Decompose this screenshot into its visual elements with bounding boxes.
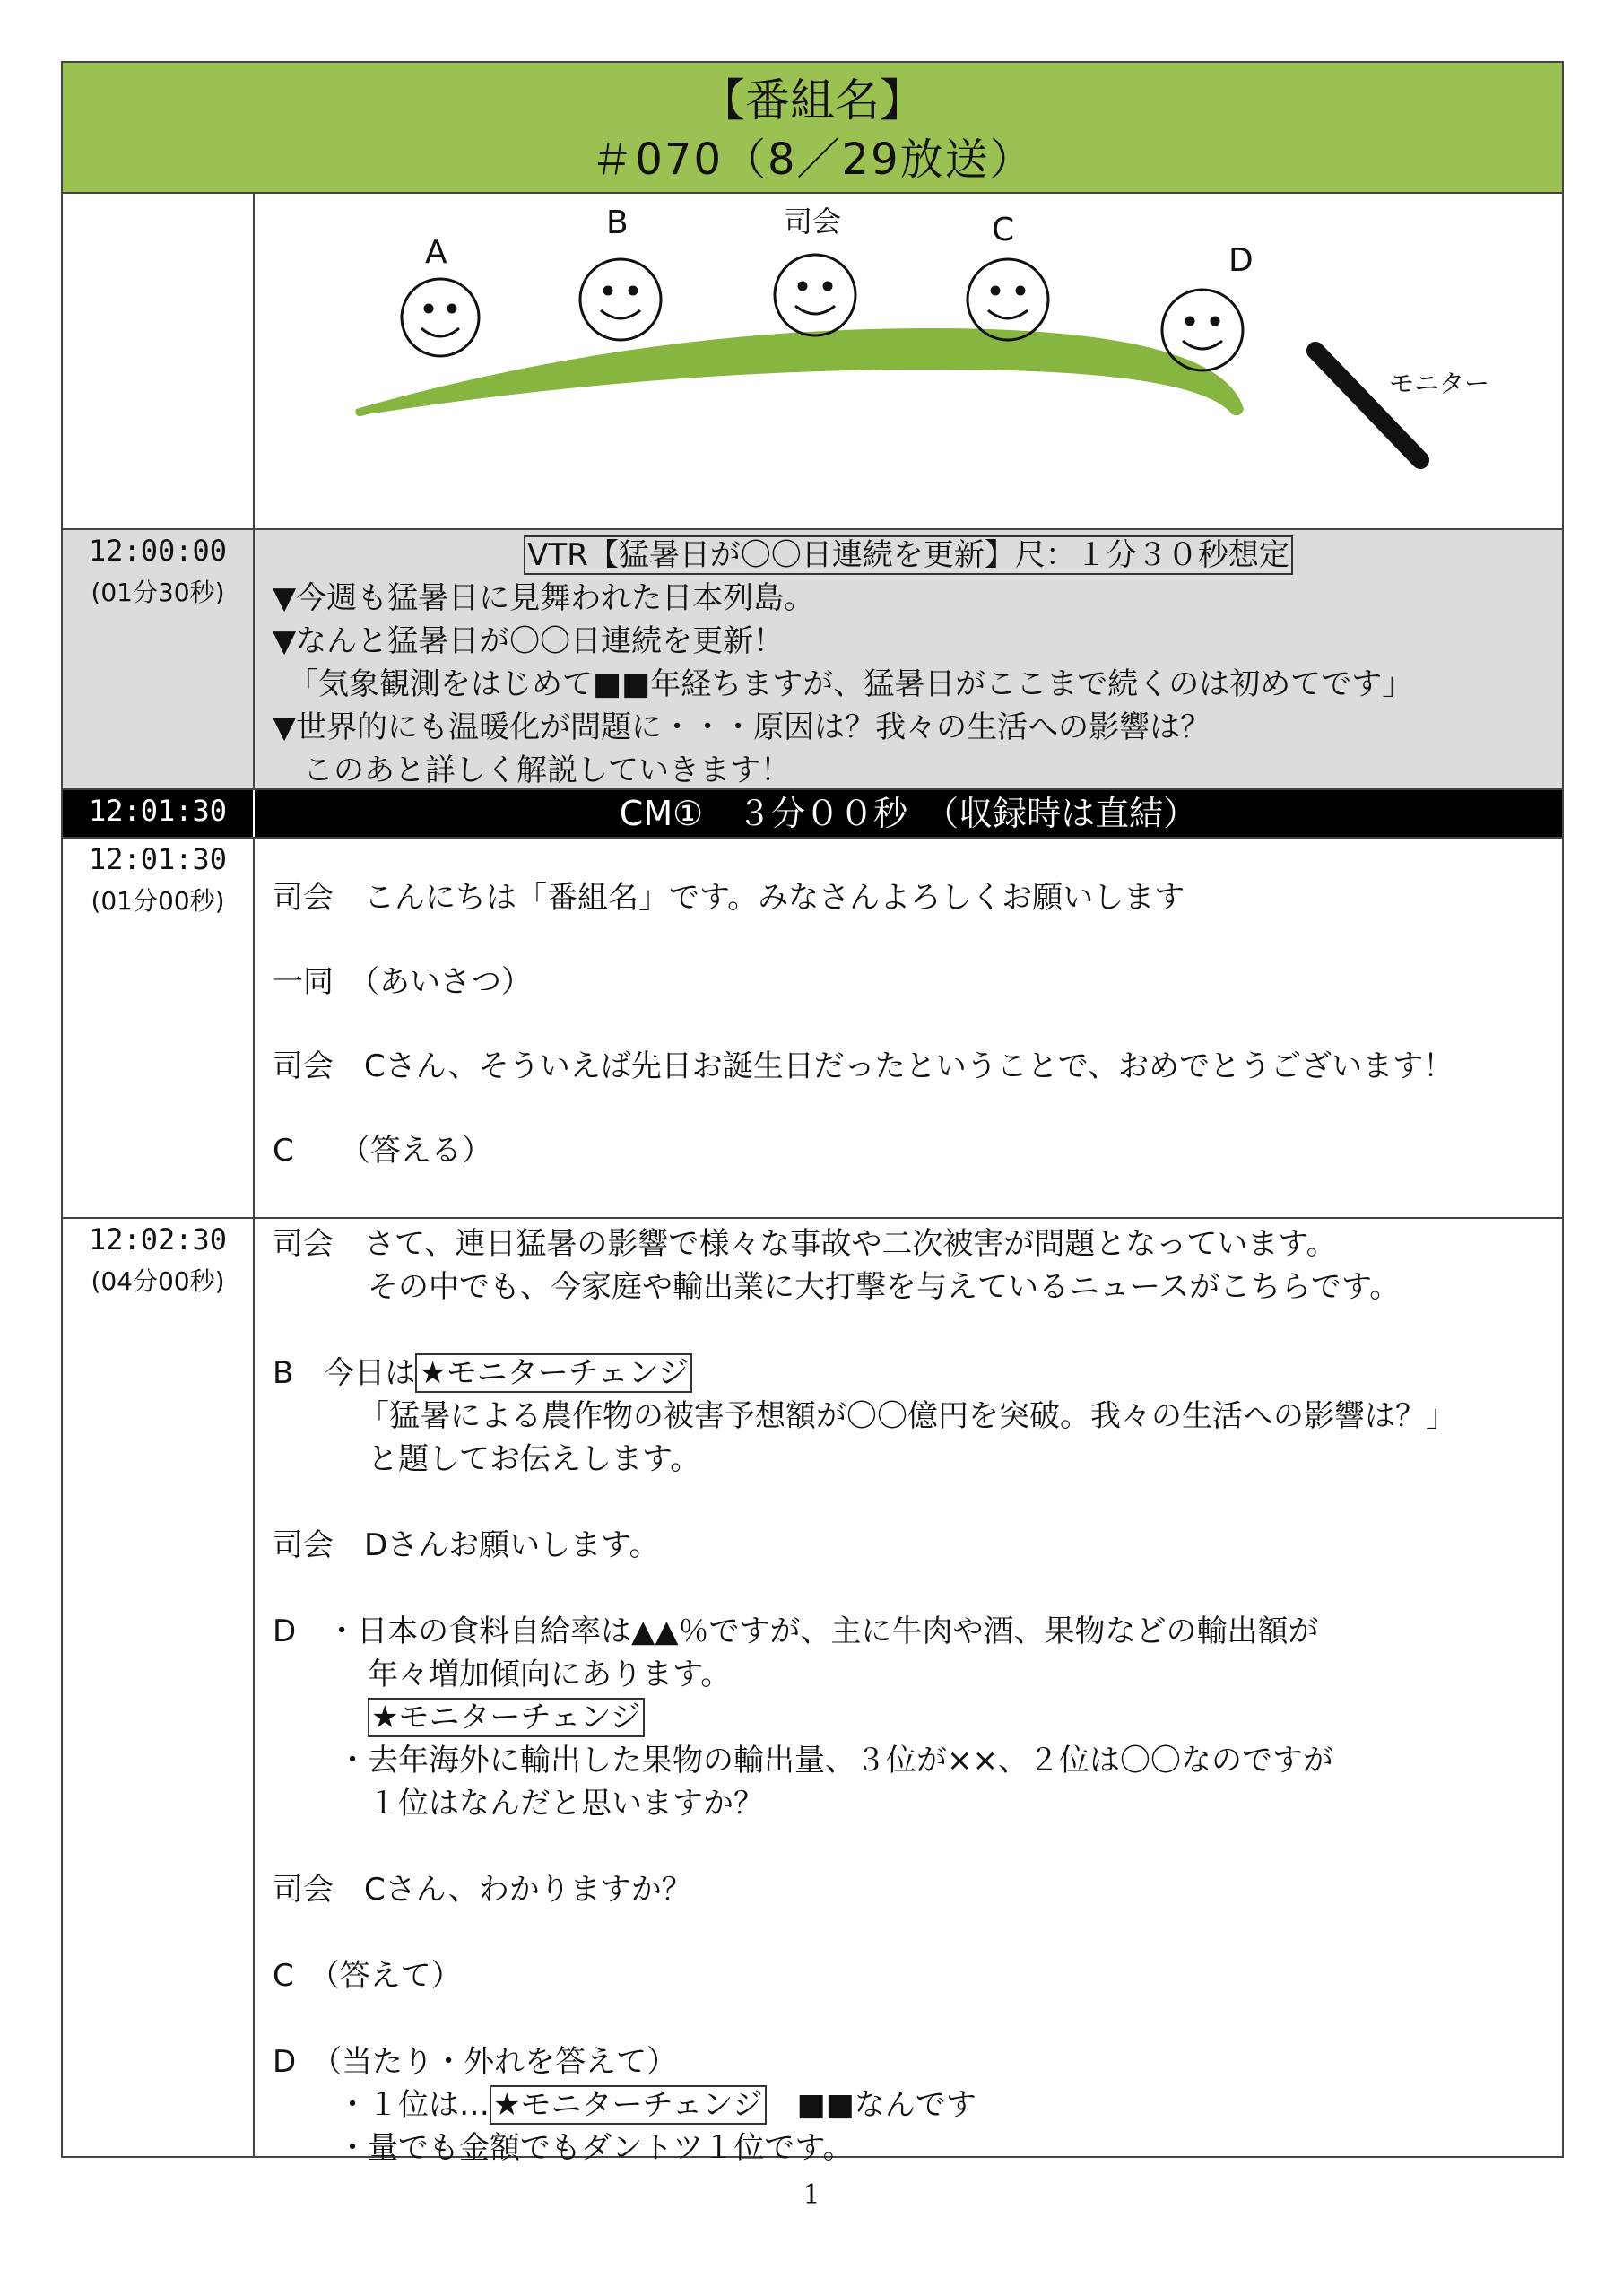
stage-diagram: [255, 194, 1562, 530]
script-line: 司会 さて、連日猛暑の影響で様々な事故や二次被害が問題となっています。: [273, 1226, 1337, 1262]
script-line: [273, 1352, 1562, 1395]
timecode: 12:02:30: [88, 1222, 228, 1257]
rank-text: ・１位は…: [337, 2087, 490, 2123]
duration: (01分30秒): [91, 578, 225, 607]
vtr-heading-line: [273, 534, 1562, 577]
stage-time-cell: [63, 194, 255, 528]
script-line: と題してお伝えします。: [368, 1441, 701, 1477]
script-line: ・量でも金額でもダントツ１位です。: [337, 2130, 854, 2166]
time-cell: [63, 839, 255, 1217]
time-cell: [63, 530, 255, 788]
timecode: 12:01:30: [88, 842, 228, 876]
script-line: １位はなんだと思いますか？: [368, 1786, 764, 1822]
duration: (01分00秒): [91, 886, 225, 916]
script-line: 年々増加傾向にあります。: [368, 1657, 732, 1692]
label-b: B: [606, 204, 629, 241]
script-line: C （答えて）: [273, 1958, 462, 1994]
script-line: 司会 Dさんお願いします。: [273, 1527, 660, 1563]
face-host-icon: [775, 255, 855, 335]
desk-arc: [356, 328, 1245, 416]
label-c: C: [992, 212, 1015, 248]
segment-cm: [63, 790, 1562, 839]
script-line: 司会 こんにちは「番組名」です。みなさんよろしくお願いします: [273, 880, 1185, 916]
face-a-icon: [402, 279, 479, 356]
speaker-b-text: B 今日は: [273, 1355, 416, 1391]
script-line: その中でも、今家庭や輸出業に大打撃を与えているニュースがこちらです。: [368, 1269, 1401, 1305]
stage-svg: [255, 194, 1562, 530]
vtr-line: ▼今週も猛暑日に見舞われた日本列島。: [273, 580, 815, 616]
cm-text: CM① ３分００秒 （収録時は直結）: [619, 794, 1198, 833]
label-host: 司会: [784, 204, 842, 239]
script-line: C （答える）: [273, 1133, 492, 1169]
face-b-icon: [580, 259, 661, 340]
stage-row: [63, 194, 1562, 530]
timecode: 12:00:00: [88, 534, 228, 568]
script-line: D （当たり・外れを答えて）: [273, 2044, 678, 2080]
vtr-line: 「気象観測をはじめて■■年経ちますが、猛暑日がここまで続くのは初めてです」: [273, 666, 1413, 702]
script-line: 「猛暑による農作物の被害予想額が〇〇億円を突破。我々の生活への影響は？」: [359, 1398, 1456, 1434]
episode-line: ＃070（8／29放送）: [590, 135, 1035, 185]
script-sheet: [61, 61, 1564, 2166]
label-d: D: [1228, 242, 1254, 279]
vtr-line: このあと詳しく解説していきます！: [273, 752, 791, 788]
segment-vtr: [63, 530, 1562, 790]
script-line: ・去年海外に輸出した果物の輸出量、３位が××、２位は〇〇なのですが: [337, 1743, 1333, 1779]
script-line: D ・日本の食料自給率は▲▲％ですが、主に牛肉や酒、果物などの輸出額が: [273, 1613, 1319, 1649]
program-title: 【番組名】: [700, 74, 924, 126]
news-content: [255, 1219, 1562, 2166]
time-cell: [63, 1219, 255, 2156]
cm-timecode: 12:01:30: [63, 790, 255, 837]
script-line: [273, 2083, 1562, 2126]
duration: (04分00秒): [91, 1266, 225, 1296]
script-line: 一同 （あいさつ）: [273, 964, 532, 1000]
monitor-change-tag: ★モニターチェンジ: [490, 2085, 767, 2125]
vtr-heading: VTR【猛暑日が〇〇日連続を更新】尺：１分３０秒想定: [524, 535, 1293, 575]
label-a: A: [425, 234, 447, 271]
segment-news: [63, 1219, 1562, 2166]
segment-opening: [63, 839, 1562, 1219]
vtr-line: ▼世界的にも温暖化が問題に・・・原因は？我々の生活への影響は？: [273, 709, 1211, 745]
script-line: 司会 Cさん、わかりますか？: [273, 1872, 692, 1908]
page-number: 1: [803, 2179, 820, 2211]
rank-answer: ■■なんです: [766, 2087, 976, 2123]
vtr-line: ▼なんと猛暑日が〇〇日連続を更新！: [273, 623, 785, 659]
script-line: [273, 1696, 1562, 1739]
monitor-change-tag: ★モニターチェンジ: [368, 1698, 645, 1737]
title-header: [63, 63, 1562, 194]
face-d-icon: [1162, 290, 1243, 370]
vtr-content: [255, 530, 1562, 788]
script-line: 司会 Cさん、そういえば先日お誕生日だったということで、おめでとうございます！: [273, 1048, 1454, 1084]
label-monitor: モニター: [1389, 369, 1490, 398]
monitor-change-tag: ★モニターチェンジ: [415, 1353, 692, 1393]
face-c-icon: [968, 259, 1048, 340]
opening-content: [255, 839, 1562, 1217]
